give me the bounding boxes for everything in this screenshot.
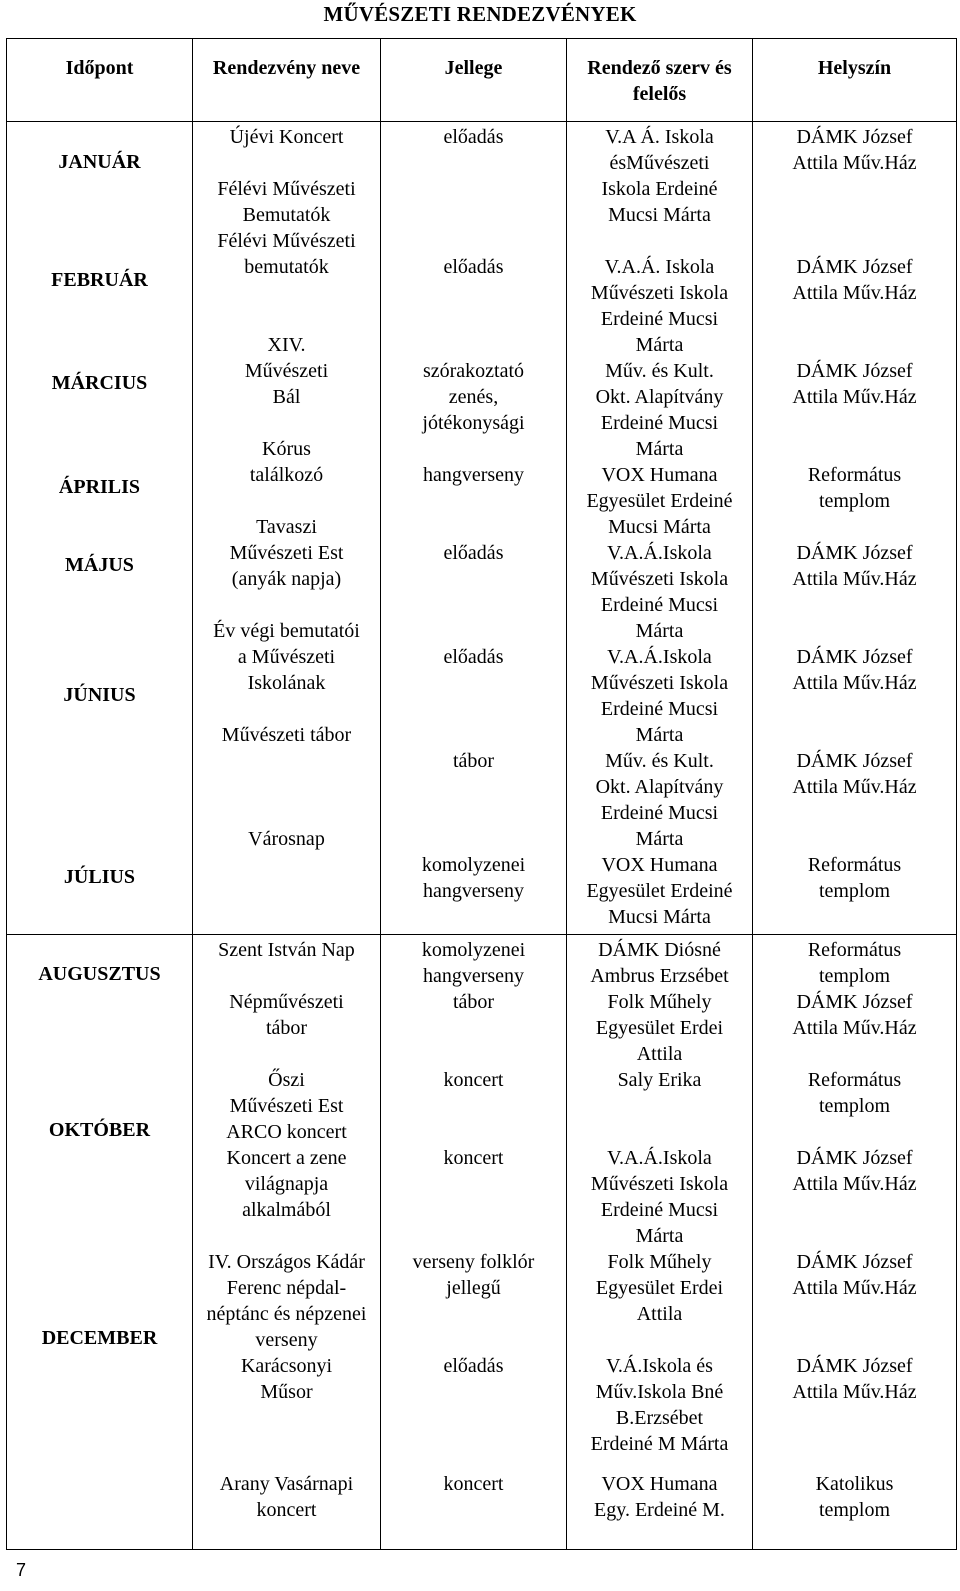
header-place: Helyszín	[753, 39, 957, 122]
event-organizer: VOX Humana Egyesület Erdeiné Mucsi Márta	[586, 854, 733, 928]
month-december: DECEMBER	[41, 1327, 158, 1349]
event-kind: koncert	[443, 1069, 504, 1091]
event-name: Városnap	[248, 828, 325, 850]
header-kind: Jellege	[381, 39, 567, 122]
event-kind: komolyzenei hangverseny	[421, 854, 526, 902]
event-place: DÁMK József Attila Műv.Ház	[792, 256, 917, 304]
page-number: 7	[16, 1560, 27, 1580]
event-place: DÁMK József Attila Műv.Ház	[792, 750, 917, 798]
event-kind: koncert	[443, 1147, 504, 1169]
header-time: Időpont	[7, 39, 193, 122]
event-kind: koncert	[443, 1473, 504, 1495]
event-place: DÁMK József Attila Műv.Ház	[792, 1251, 917, 1299]
event-name: Karácsonyi Műsor	[240, 1355, 333, 1403]
event-place: DÁMK József Attila Műv.Ház	[792, 991, 917, 1039]
event-kind: hangverseny	[422, 464, 525, 486]
event-name: Félévi Művészeti bemutatók	[217, 230, 356, 278]
event-name: Szent István Nap	[218, 939, 355, 961]
names-cell-second-half	[193, 935, 381, 1550]
event-place: Református templom	[807, 854, 902, 902]
table-row-second-half	[7, 935, 957, 1550]
month-julius: JÚLIUS	[63, 866, 136, 888]
event-organizer: Saly Erika	[617, 1069, 702, 1091]
event-name: Tavaszi Művészeti Est (anyák napja)	[229, 516, 344, 590]
month-februar: FEBRUÁR	[51, 269, 148, 291]
event-name: Félévi Művészeti Bemutatók	[217, 178, 356, 226]
event-name: Őszi Művészeti Est	[229, 1069, 344, 1117]
event-kind: előadás	[443, 256, 504, 278]
places-cell-second-half	[753, 935, 957, 1550]
event-name: ARCO koncert	[226, 1121, 347, 1143]
places-cell-first-half	[753, 122, 957, 935]
event-kind: komolyzenei hangverseny	[421, 939, 526, 987]
event-organizer: Műv. és Kult. Okt. Alapítvány Erdeiné Mucsi Márta	[595, 360, 724, 460]
month-cell-second-half	[7, 935, 193, 1550]
event-place: Református templom	[807, 464, 902, 512]
event-organizer: V.Á.Iskola és Műv.Iskola Bné B.Erzsébet Erdeiné M Márta	[590, 1355, 729, 1455]
event-place: DÁMK József Attila Műv.Ház	[792, 646, 917, 694]
names-cell-first-half	[193, 122, 381, 935]
event-place: DÁMK József Attila Műv.Ház	[792, 360, 917, 408]
event-name: XIV. Művészeti Bál	[244, 334, 329, 408]
event-kind: előadás	[443, 542, 504, 564]
event-place: DÁMK József Attila Műv.Ház	[792, 1147, 917, 1195]
event-place: DÁMK József Attila Műv.Ház	[792, 126, 917, 174]
month-cell-first-half	[7, 122, 193, 935]
month-junius: JÚNIUS	[63, 684, 136, 706]
month-majus: MÁJUS	[65, 554, 134, 576]
event-organizer: DÁMK Diósné Ambrus Erzsébet	[590, 939, 729, 987]
events-table	[6, 38, 957, 1550]
event-organizer: Folk Műhely Egyesület Erdei Attila	[595, 1251, 724, 1325]
kinds-cell-second-half	[381, 935, 567, 1550]
header-row	[7, 39, 957, 122]
event-place: DÁMK József Attila Műv.Ház	[792, 1355, 917, 1403]
event-place: Református templom	[807, 939, 902, 987]
page-title: MŰVÉSZETI RENDEZVÉNYEK	[323, 2, 637, 26]
month-aprilis: ÁPRILIS	[58, 476, 141, 498]
event-organizer: VOX Humana Egyesület Erdeiné Mucsi Márta	[586, 464, 733, 538]
organizers-cell-first-half	[567, 122, 753, 935]
header-organizer: Rendező szerv és felelős	[567, 39, 753, 122]
event-name: Népművészeti tábor	[229, 991, 344, 1039]
kinds-cell-first-half	[381, 122, 567, 935]
event-kind: előadás	[443, 126, 504, 148]
event-place: Református templom	[807, 1069, 902, 1117]
table-row-first-half	[7, 122, 957, 935]
event-kind: tábor	[452, 750, 495, 772]
month-januar: JANUÁR	[58, 151, 141, 173]
event-kind: előadás	[443, 646, 504, 668]
event-organizer: V.A Á. Iskola ésMűvészeti Iskola Erdeiné Mucsi Márta	[601, 126, 718, 226]
event-name: Kórus találkozó	[249, 438, 324, 486]
organizers-cell-second-half	[567, 935, 753, 1550]
event-organizer: Folk Műhely Egyesület Erdei Attila	[595, 991, 724, 1065]
header-name: Rendezvény neve	[193, 39, 381, 122]
event-kind: szórakoztató zenés, jótékonysági	[422, 360, 525, 434]
event-organizer: V.A.Á.Iskola Művészeti Iskola Erdeiné Mucsi Márta	[590, 1147, 729, 1247]
event-organizer: Műv. és Kult. Okt. Alapítvány Erdeiné Mucsi Márta	[595, 750, 724, 850]
month-oktober: OKTÓBER	[48, 1119, 151, 1141]
event-organizer: V.A.Á.Iskola Művészeti Iskola Erdeiné Mucsi Márta	[590, 542, 729, 642]
event-name: IV. Országos Kádár Ferenc népdal-néptánc és népzenei verseny	[206, 1251, 367, 1351]
event-organizer: V.A.Á.Iskola Művészeti Iskola Erdeiné Mucsi Márta	[590, 646, 729, 746]
event-name: Koncert a zene világnapja alkalmából	[226, 1147, 347, 1221]
event-kind: verseny folklór jellegű	[412, 1251, 535, 1299]
event-organizer: VOX Humana Egy. Erdeiné M.	[594, 1473, 725, 1521]
event-name: Újévi Koncert	[229, 126, 344, 148]
month-marcius: MÁRCIUS	[51, 372, 148, 394]
event-organizer: V.A.Á. Iskola Művészeti Iskola Erdeiné Mucsi Márta	[590, 256, 729, 356]
month-augusztus: AUGUSZTUS	[38, 963, 161, 985]
event-place: Katolikus templom	[815, 1473, 894, 1521]
event-name: Művészeti tábor	[221, 724, 352, 746]
event-kind: előadás	[443, 1355, 504, 1377]
event-place: DÁMK József Attila Műv.Ház	[792, 542, 917, 590]
event-kind: tábor	[452, 991, 495, 1013]
event-name: Arany Vasárnapi koncert	[219, 1473, 354, 1521]
event-name: Év végi bemutatói a Művészeti Iskolának	[213, 620, 360, 694]
